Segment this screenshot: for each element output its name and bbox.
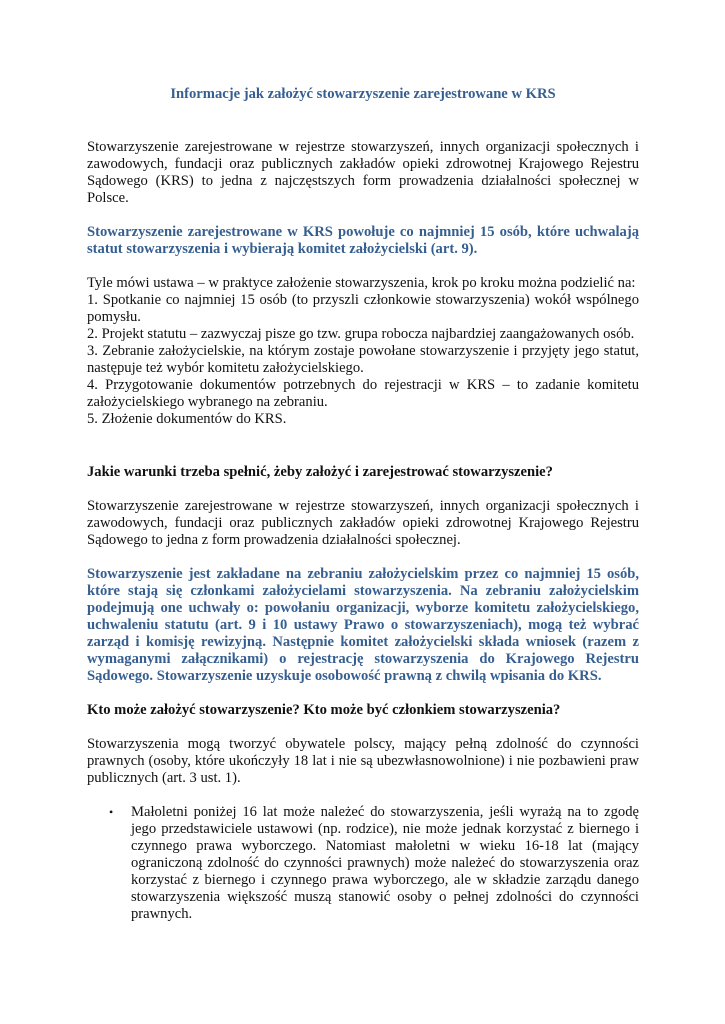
section-heading-conditions: Jakie warunki trzeba spełnić, żeby założyć i zarejestrować stowarzyszenie? bbox=[87, 464, 553, 480]
steps-section bbox=[87, 275, 639, 428]
bullet-item bbox=[87, 804, 639, 923]
bullet-text: Małoletni poniżej 16 lat może należeć do stowarzyszenia, jeśli wyrażą na to zgodę jego przedstawiciele ustawowi (np. rodzice), nie może jednak korzystać z biernego i czynnego prawa wyborczego. Natomiast małoletni w wieku 16-18 lat (mający ograniczoną zdolność do czynności prawnych) może należeć do stowarzyszenia oraz korzystać z biernego i czynnego prawa wyborczego, ale w składzie zarządu danego stowarzyszenia większość muszą stanowić osoby o pełnej zdolności do czynności prawnych. bbox=[131, 804, 639, 922]
bullet-list bbox=[87, 804, 639, 923]
conditions-paragraph: Stowarzyszenie zarejestrowane w rejestrze stowarzyszeń, innych organizacji społecznych i zawodowych, fundacji oraz publicznych zakładów opieki zdrowotnej Krajowego Rejestru Sądowego to jedna z form prowadzenia działalności społecznej. bbox=[87, 498, 639, 548]
steps-intro: Tyle mówi ustawa – w praktyce założenie stowarzyszenia, krok po kroku można podzielić na: bbox=[87, 275, 636, 291]
step-item: 5. Złożenie dokumentów do KRS. bbox=[87, 411, 287, 427]
section-heading-members: Kto może założyć stowarzyszenie? Kto może być członkiem stowarzyszenia? bbox=[87, 702, 561, 718]
bullet-icon: • bbox=[109, 805, 114, 819]
intro-paragraph: Stowarzyszenie zarejestrowane w rejestrze stowarzyszeń, innych organizacji społecznych i zawodowych, fundacji oraz publicznych zakładów opieki zdrowotnej Krajowego Rejestru Sądowego (KRS) to jedna z najczęstszych form prowadzenia działalności społecznej w Polsce. bbox=[87, 139, 639, 206]
step-item: 2. Projekt statutu – zazwyczaj pisze go tzw. grupa robocza najbardziej zaangażowanych osób. bbox=[87, 326, 635, 342]
document-title: Informacje jak założyć stowarzyszenie zarejestrowane w KRS bbox=[170, 86, 556, 102]
highlight-paragraph-1: Stowarzyszenie zarejestrowane w KRS powołuje co najmniej 15 osób, które uchwalają statut stowarzyszenia i wybierają komitet założycielski (art. 9). bbox=[87, 224, 639, 257]
step-item: 4. Przygotowanie dokumentów potrzebnych do rejestracji w KRS – to zadanie komitetu założycielskiego wybranego na zebraniu. bbox=[87, 377, 639, 410]
members-paragraph: Stowarzyszenia mogą tworzyć obywatele polscy, mający pełną zdolność do czynności prawnych (osoby, które ukończyły 18 lat i nie są ubezwłasnowolnione) i nie pozbawieni praw publicznych (art. 3 ust. 1). bbox=[87, 736, 639, 786]
step-item: 1. Spotkanie co najmniej 15 osób (to przyszli członkowie stowarzyszenia) wokół wspólnego pomysłu. bbox=[87, 292, 639, 325]
step-item: 3. Zebranie założycielskie, na którym zostaje powołane stowarzyszenie i przyjęty jego statut, następuje też wybór komitetu założycielskiego. bbox=[87, 343, 639, 376]
document-body bbox=[87, 86, 639, 923]
highlight-paragraph-2: Stowarzyszenie jest zakładane na zebraniu założycielskim przez co najmniej 15 osób, które stają się członkami założycielami stowarzyszenia. Na zebraniu założycielskim podejmują one uchwały o: powołaniu organizacji, wyborze komitetu założycielskiego, uchwaleniu statutu (art. 9 i 10 ustawy Prawo o stowarzyszeniach), mogą też wybrać zarząd i komisję rewizyjną. Następnie komitet założycielski składa wniosek (razem z wymaganymi załącznikami) o rejestrację stowarzyszenia do Krajowego Rejestru Sądowego. Stowarzyszenie uzyskuje osobowość prawną z chwilą wpisania do KRS. bbox=[87, 566, 639, 684]
